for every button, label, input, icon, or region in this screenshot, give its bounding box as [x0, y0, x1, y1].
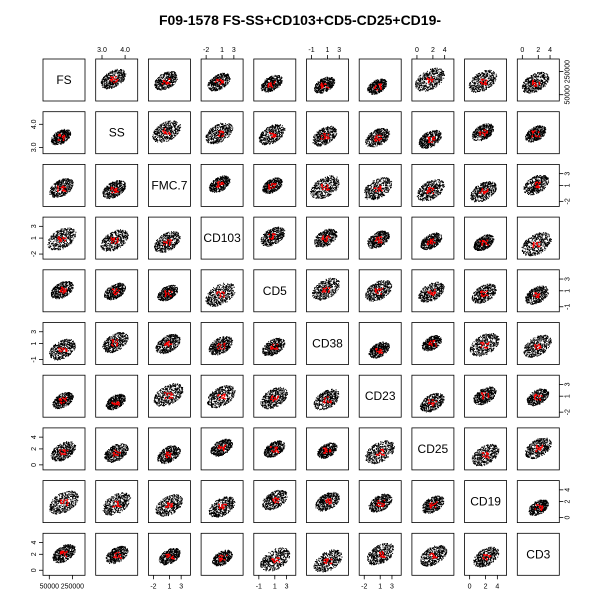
- panel-FMC.7-vs-CD103: [201, 164, 243, 206]
- panel-CD19-vs-FMC.7: [148, 481, 190, 523]
- tick-label: 3: [390, 583, 394, 591]
- tick-label: 1: [31, 341, 38, 346]
- panel-CD23-vs-CD3: [517, 375, 559, 417]
- panel-SS-vs-SS: [96, 112, 138, 154]
- panel-CD38-vs-CD25: [412, 323, 454, 365]
- tick-label: 3: [179, 583, 184, 591]
- panel-CD25-vs-CD103: [201, 428, 243, 470]
- panel-CD23-vs-CD38: [307, 375, 349, 417]
- panel-SS-vs-CD103: [201, 112, 243, 154]
- tick-label: 1: [272, 583, 277, 591]
- panel-CD23-vs-FMC.7: [148, 375, 190, 417]
- variable-label: CD23: [364, 389, 396, 404]
- tick-label: 1: [167, 583, 172, 591]
- panel-CD19-vs-CD5: [254, 481, 296, 523]
- tick-label: -2: [361, 583, 368, 591]
- tick-label: 1: [564, 288, 572, 293]
- panel-FMC.7-vs-CD19: [465, 164, 507, 206]
- tick-label: 0: [467, 583, 472, 591]
- panel-CD103-vs-CD25: [412, 217, 454, 259]
- panel-SS-vs-FMC.7: [148, 112, 190, 154]
- tick-label: -2: [150, 583, 157, 591]
- panel-FMC.7-vs-SS: [96, 164, 138, 206]
- tick-label: -2: [203, 47, 210, 54]
- panel-CD5-vs-CD3: [517, 270, 559, 312]
- panel-CD103-vs-CD103: [201, 217, 243, 259]
- panel-CD5-vs-CD38: [307, 270, 349, 312]
- variable-label: CD25: [417, 441, 449, 456]
- panel-CD3-vs-FS: [43, 533, 85, 575]
- variable-label: SS: [108, 125, 125, 140]
- tick-label: -2: [31, 250, 38, 258]
- panel-CD3-vs-SS: [96, 533, 138, 575]
- panel-FS-vs-FMC.7: [148, 59, 190, 101]
- panel-CD23-vs-CD5: [254, 375, 296, 417]
- right-axis-CD5: [559, 277, 571, 310]
- panel-CD25-vs-CD5: [254, 428, 296, 470]
- panel-CD25-vs-CD3: [517, 428, 559, 470]
- panel-CD103-vs-CD19: [465, 217, 507, 259]
- tick-label: 1: [31, 236, 38, 241]
- panel-CD3-vs-CD38: [307, 533, 349, 575]
- panel-SS-vs-CD5: [254, 112, 296, 154]
- panel-CD103-vs-FS: [43, 217, 85, 259]
- variable-label: CD19: [470, 494, 501, 509]
- panel-FS-vs-CD19: [465, 59, 507, 101]
- tick-label: 2: [564, 499, 572, 504]
- tick-label: 3.0: [97, 47, 107, 54]
- panel-CD5-vs-FS: [43, 270, 85, 312]
- tick-label: 4.0: [31, 119, 38, 130]
- tick-label: -2: [564, 409, 572, 416]
- tick-label: 2: [483, 583, 488, 591]
- panel-FMC.7-vs-CD5: [254, 164, 296, 206]
- panel-frame: [254, 481, 296, 523]
- tick-label: 2: [31, 446, 38, 451]
- tick-label: -1: [564, 303, 572, 310]
- panel-frame: [201, 164, 243, 206]
- panel-CD38-vs-CD19: [465, 323, 507, 365]
- panel-CD3-vs-CD103: [201, 533, 243, 575]
- panel-CD5-vs-FMC.7: [148, 270, 190, 312]
- panel-CD3-vs-CD3: [517, 533, 559, 575]
- panel-CD5-vs-CD25: [412, 270, 454, 312]
- tick-label: 1: [564, 183, 572, 188]
- panel-CD3-vs-CD19: [465, 533, 507, 575]
- panel-CD25-vs-CD25: [412, 428, 454, 470]
- bottom-axis-CD5: [256, 575, 289, 590]
- right-axis-CD23: [559, 382, 571, 415]
- panel-frame: [148, 481, 190, 523]
- tick-label: 50000: [564, 84, 572, 105]
- panel-CD5-vs-CD23: [359, 270, 401, 312]
- variable-label: CD103: [203, 231, 241, 246]
- panel-CD23-vs-CD103: [201, 375, 243, 417]
- panel-FS-vs-CD5: [254, 59, 296, 101]
- tick-label: 3.0: [31, 142, 38, 153]
- panel-CD25-vs-CD19: [465, 428, 507, 470]
- tick-label: 4: [495, 583, 500, 591]
- panel-CD19-vs-SS: [96, 481, 138, 523]
- panel-CD103-vs-CD23: [359, 217, 401, 259]
- tick-label: 3: [284, 583, 289, 591]
- tick-label: 4: [548, 47, 553, 54]
- panel-SS-vs-CD25: [412, 112, 454, 154]
- tick-label: 3: [564, 382, 572, 387]
- left-axis-SS: [31, 119, 43, 152]
- panel-FMC.7-vs-CD25: [412, 164, 454, 206]
- left-axis-CD38: [31, 330, 43, 363]
- panel-FMC.7-vs-FS: [43, 164, 85, 206]
- panel-CD25-vs-SS: [96, 428, 138, 470]
- panel-CD38-vs-CD103: [201, 323, 243, 365]
- panel-SS-vs-FS: [43, 112, 85, 154]
- tick-label: 2: [430, 47, 435, 54]
- right-axis-CD19: [559, 488, 571, 520]
- panel-CD103-vs-FMC.7: [148, 217, 190, 259]
- panel-CD3-vs-CD5: [254, 533, 296, 575]
- panel-CD25-vs-CD23: [359, 428, 401, 470]
- tick-label: 3: [564, 277, 572, 281]
- bottom-axis-FS: [40, 575, 85, 590]
- tick-label: 250000: [60, 583, 85, 591]
- top-axis-CD38: [308, 47, 341, 59]
- tick-label: 4: [564, 487, 572, 492]
- panel-CD38-vs-SS: [96, 323, 138, 365]
- panel-CD5-vs-CD5: [254, 270, 296, 312]
- tick-label: 3: [337, 47, 342, 54]
- panel-FMC.7-vs-CD23: [359, 164, 401, 206]
- variable-label: CD3: [526, 547, 551, 562]
- left-axis-CD25: [31, 435, 43, 467]
- panel-CD25-vs-FMC.7: [148, 428, 190, 470]
- tick-label: 3: [564, 171, 572, 176]
- panel-FS-vs-CD3: [517, 59, 559, 101]
- panel-FMC.7-vs-FMC.7: [148, 164, 190, 206]
- left-axis-CD103: [31, 224, 43, 257]
- chart-title: F09-1578 FS-SS+CD103+CD5-CD25+CD19-: [158, 12, 442, 28]
- panel-CD19-vs-CD23: [359, 481, 401, 523]
- bottom-axis-FMC.7: [150, 575, 183, 590]
- panel-CD3-vs-FMC.7: [148, 533, 190, 575]
- panel-CD23-vs-CD25: [412, 375, 454, 417]
- panel-frame: [359, 481, 401, 523]
- bottom-axis-CD23: [361, 575, 394, 590]
- tick-label: 0: [520, 47, 525, 54]
- top-axis-CD103: [203, 47, 236, 59]
- panel-CD25-vs-FS: [43, 428, 85, 470]
- tick-label: 3: [31, 224, 38, 229]
- top-axis-CD25: [415, 47, 447, 59]
- panel-FS-vs-CD38: [307, 59, 349, 101]
- tick-label: -2: [564, 198, 572, 205]
- panel-CD19-vs-CD3: [517, 481, 559, 523]
- tick-label: 0: [31, 462, 38, 467]
- panel-FS-vs-CD25: [412, 59, 454, 101]
- tick-label: 1: [564, 394, 572, 399]
- tick-label: 4: [31, 435, 38, 440]
- tick-label: 4: [31, 540, 38, 545]
- panel-FS-vs-FS: [43, 59, 85, 101]
- right-axis-FS: [559, 60, 571, 105]
- panel-CD23-vs-CD19: [465, 375, 507, 417]
- panel-CD23-vs-CD23: [359, 375, 401, 417]
- panel-CD38-vs-FS: [43, 323, 85, 365]
- panel-CD23-vs-FS: [43, 375, 85, 417]
- tick-label: 1: [378, 583, 383, 591]
- panel-FMC.7-vs-CD38: [307, 164, 349, 206]
- panel-CD5-vs-CD19: [465, 270, 507, 312]
- panel-FMC.7-vs-CD3: [517, 164, 559, 206]
- tick-label: 2: [31, 552, 38, 557]
- panel-CD23-vs-SS: [96, 375, 138, 417]
- top-axis-CD3: [520, 47, 552, 59]
- panel-CD5-vs-SS: [96, 270, 138, 312]
- panel-CD38-vs-CD3: [517, 323, 559, 365]
- panel-CD25-vs-CD38: [307, 428, 349, 470]
- tick-label: -1: [308, 47, 315, 54]
- panel-CD38-vs-CD38: [307, 323, 349, 365]
- panel-frame: [201, 428, 243, 470]
- top-axis-SS: [97, 47, 130, 59]
- panel-SS-vs-CD23: [359, 112, 401, 154]
- variable-label: CD5: [262, 283, 287, 298]
- panel-CD38-vs-CD5: [254, 323, 296, 365]
- panel-frame: [201, 270, 243, 312]
- variable-label: CD38: [312, 336, 343, 351]
- panel-SS-vs-CD19: [465, 112, 507, 154]
- panel-frame: [412, 112, 454, 154]
- panel-CD38-vs-FMC.7: [148, 323, 190, 365]
- tick-label: -1: [31, 356, 38, 363]
- bottom-axis-CD19: [468, 575, 500, 590]
- panel-CD103-vs-CD38: [307, 217, 349, 259]
- panel-FS-vs-CD103: [201, 59, 243, 101]
- panel-CD19-vs-CD103: [201, 481, 243, 523]
- tick-label: 0: [564, 515, 572, 520]
- variable-label: FS: [56, 73, 72, 87]
- tick-label: 0: [414, 47, 419, 54]
- tick-label: 4.0: [120, 47, 130, 54]
- panel-CD38-vs-CD23: [359, 323, 401, 365]
- tick-label: 0: [31, 568, 38, 573]
- panel-CD19-vs-CD38: [307, 481, 349, 523]
- left-axis-CD3: [31, 540, 43, 572]
- panel-CD3-vs-CD23: [359, 533, 401, 575]
- panel-SS-vs-CD3: [517, 112, 559, 154]
- panel-CD5-vs-CD103: [201, 270, 243, 312]
- panel-CD103-vs-SS: [96, 217, 138, 259]
- tick-label: 4: [442, 47, 447, 54]
- panel-CD19-vs-FS: [43, 481, 85, 523]
- tick-label: 3: [231, 47, 236, 54]
- tick-label: 1: [220, 47, 225, 54]
- panel-frame: [517, 323, 559, 365]
- panel-CD3-vs-CD25: [412, 533, 454, 575]
- panel-FS-vs-SS: [96, 59, 138, 101]
- variable-label: FMC.7: [151, 178, 188, 193]
- right-axis-FMC.7: [559, 172, 571, 205]
- panel-CD103-vs-CD5: [254, 217, 296, 259]
- tick-label: 2: [536, 47, 541, 54]
- tick-label: 50000: [39, 583, 60, 591]
- tick-label: 250000: [564, 59, 572, 84]
- tick-label: -1: [255, 583, 262, 591]
- tick-label: 3: [31, 329, 38, 334]
- panel-FS-vs-CD23: [359, 59, 401, 101]
- panel-CD19-vs-CD19: [465, 481, 507, 523]
- panel-frame: [254, 112, 296, 154]
- panel-SS-vs-CD38: [307, 112, 349, 154]
- panel-CD103-vs-CD3: [517, 217, 559, 259]
- tick-label: 1: [325, 47, 330, 54]
- panel-CD19-vs-CD25: [412, 481, 454, 523]
- panel-frame: [43, 375, 85, 417]
